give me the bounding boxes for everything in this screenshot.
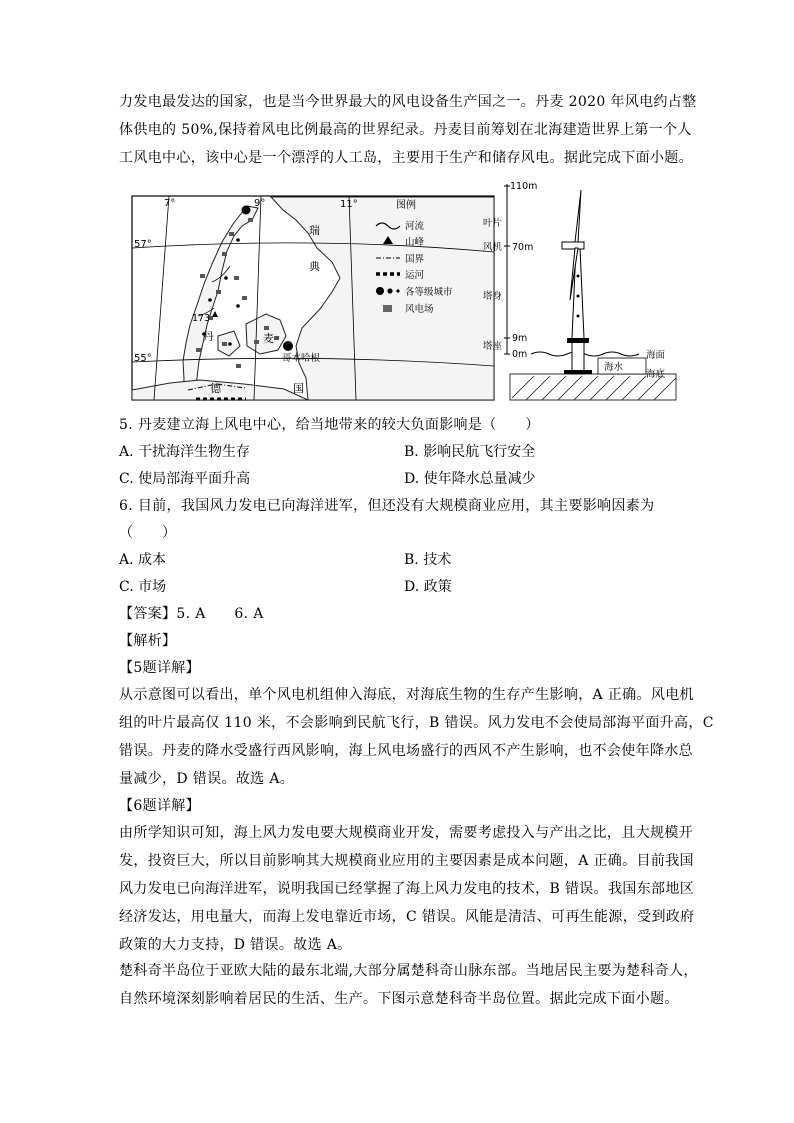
intro-line-3: 工风电中心，该中心是一个漂浮的人工岛，主要用于生产和储存风电。据此完成下面小题。	[119, 150, 693, 166]
sea-surface	[531, 352, 639, 356]
label-blade: 叶片	[483, 218, 503, 229]
label-turbine: 风机	[483, 242, 503, 253]
map-country-dk1: 丹	[203, 330, 214, 343]
height-9m: 9m	[512, 333, 528, 344]
q6-option-a: A. 成本	[119, 552, 167, 568]
label-seawater: 海水	[604, 362, 624, 373]
map-country-dk2: 麦	[263, 332, 274, 345]
detail-6-line-1: 由所学知识可知，海上风力发电要大规模商业开发，需要考虑投入与产出之比，且大规模开	[119, 825, 693, 841]
legend-border: 国界	[405, 254, 425, 265]
detail-5-line-1: 从示意图可以看出，单个风电机组伸入海底，对海底生物的生存产生影响，A 正确。风电机	[119, 687, 694, 703]
detail-6-line-4: 经济发达，用电量大，而海上发电靠近市场，C 错误。风能是清洁、可再生能源，受到政府	[119, 909, 695, 925]
detail-5-heading: 【5题详解】	[119, 660, 201, 676]
figure	[126, 178, 686, 410]
q5-option-c: C. 使局部海平面升高	[119, 471, 251, 487]
city-marker-copenhagen	[283, 341, 293, 351]
question-5-stem: 5. 丹麦建立海上风电中心，给当地带来的较大负面影响是（ ）	[119, 417, 540, 433]
q5-option-d: D. 使年降水总量减少	[404, 471, 536, 487]
q6-option-d: D. 政策	[404, 579, 452, 595]
height-0m: 0m	[512, 349, 528, 360]
city-marker-north	[242, 206, 251, 215]
answer-line: 【答案】5. A 6. A	[119, 606, 264, 622]
label-seasurface: 海面	[646, 350, 666, 361]
detail-6-heading: 【6题详解】	[119, 798, 201, 814]
detail-5-line-4: 量减少，D 错误。故选 A。	[119, 771, 295, 787]
map-city-label: 哥本哈根	[282, 353, 321, 364]
detail-6-line-5: 政策的大力支持，D 错误。故选 A。	[119, 937, 352, 953]
denmark-map	[132, 196, 494, 400]
legend-canal: 运河	[405, 270, 425, 281]
map-country-de2: 国	[293, 382, 304, 395]
map-lat-1: 57°	[134, 239, 152, 250]
map-lon-3: 11°	[340, 199, 358, 210]
intro-line-1: 力发电最发达的国家，也是当今世界最大的风电设备生产国之一。丹麦 2020 年风电约占整	[119, 94, 697, 110]
label-tower: 塔身	[483, 291, 503, 302]
legend-city: 各等级城市	[405, 287, 453, 298]
turbine-blade-up	[575, 190, 581, 242]
question-6-stem: 6. 目前，我国风力发电已向海洋进军，但还没有大规模商业应用，其主要影响因素为	[119, 498, 655, 514]
detail-5-line-3: 错误。丹麦的降水受盛行西风影响，海上风电场盛行的西风不产生影响，也不会使年降水总	[119, 743, 693, 759]
detail-6-line-2: 发，投资巨大，所以目前影响其大规模商业应用的主要因素是成本问题，A 正确。目前我国	[119, 853, 694, 869]
map-country-de1: 德	[210, 382, 221, 395]
next-intro-line-1: 楚科奇半岛位于亚欧大陆的最东北端,大部分属楚科奇山脉东部。当地居民主要为楚科奇人，	[119, 963, 698, 979]
map-lon-1: 7°	[164, 198, 176, 209]
map-lat-2: 55°	[134, 353, 152, 364]
map-country-se2: 典	[309, 260, 320, 273]
label-base: 塔座	[483, 341, 503, 352]
legend-river: 河流	[405, 221, 425, 232]
legend-windfarm: 风电场	[405, 304, 434, 315]
turbine-diagram	[483, 181, 676, 400]
turbine-nacelle	[562, 242, 584, 249]
next-intro-line-2: 自然环境深刻影响着居民的生活、生产。下图示意楚科奇半岛位置。据此完成下面小题。	[119, 991, 679, 1007]
intro-line-2: 体供电的 50%,保持着风电比例最高的世界纪录。丹麦目前筹划在北海建造世界上第一个人	[119, 122, 692, 138]
height-110m: 110m	[510, 181, 538, 192]
detail-6-line-3: 风力发电已向海洋进军，说明我国已经掌握了海上风力发电的技术，B 错误。我国东部地区	[119, 881, 695, 897]
map-peak-label: 173	[192, 313, 211, 324]
question-6-stem-bracket: （ ）	[119, 525, 177, 541]
analysis-heading: 【解析】	[119, 633, 177, 649]
q6-option-c: C. 市场	[119, 579, 167, 595]
map-country-se1: 瑞	[309, 224, 320, 237]
q6-option-b: B. 技术	[404, 552, 452, 568]
q5-option-a: A. 干扰海洋生物生存	[119, 444, 251, 460]
map-lon-2: 9°	[254, 198, 266, 209]
legend-peak: 山峰	[405, 237, 425, 248]
height-70m: 70m	[512, 242, 534, 253]
detail-5-line-2: 组的叶片最高仅 110 米，不会影响到民航飞行，B 错误。风力发电不会使局部海平面升高，C	[119, 715, 714, 731]
label-seabed: 海底	[646, 369, 666, 380]
legend-title: 图例	[396, 200, 416, 211]
q5-option-b: B. 影响民航飞行安全	[404, 444, 536, 460]
